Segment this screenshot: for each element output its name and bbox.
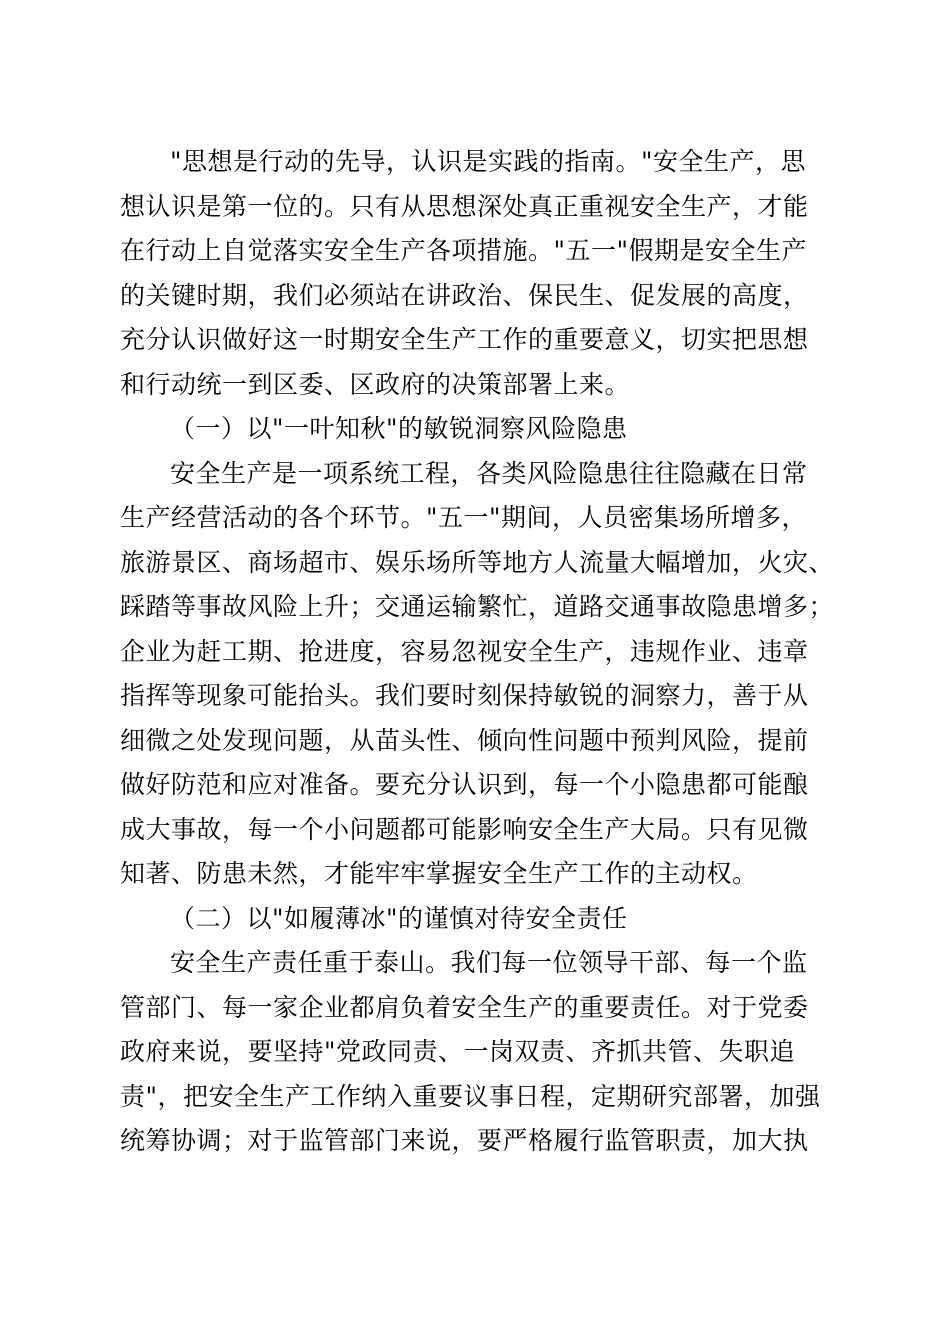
- paragraph-line: 统筹协调；对于监管部门来说，要严格履行监管职责，加大执: [120, 1126, 809, 1155]
- paragraph-line: 旅游景区、商场超市、娱乐场所等地方人流量大幅增加，火灾、: [120, 547, 835, 577]
- paragraph-line: 细微之处发现问题，从苗头性、倾向性问题中预判风险，提前: [120, 725, 809, 755]
- paragraph-line: 的关键时期，我们必须站在讲政治、保民生、促发展的高度，: [120, 280, 809, 310]
- paragraph-line: 管部门、每一家企业都肩负着安全生产的重要责任。对于党委: [120, 992, 809, 1022]
- section-heading: （二）以"如履薄冰"的谨慎对待安全责任: [170, 903, 628, 933]
- paragraph-line: 政府来说，要坚持"党政同责、一岗双责、齐抓共管、失职追: [120, 1037, 796, 1066]
- paragraph-line: 踩踏等事故风险上升；交通运输繁忙，道路交通事故隐患增多；: [120, 592, 835, 621]
- paragraph-line: 安全生产责任重于泰山。我们每一位领导干部、每一个监: [170, 948, 808, 977]
- paragraph-line: 成大事故，每一个小问题都可能影响安全生产大局。只有见微: [120, 814, 809, 844]
- document-body: [120, 140, 850, 1164]
- paragraph-line: 生产经营活动的各个环节。"五一"期间，人员密集场所增多，: [120, 503, 808, 532]
- paragraph-line: 充分认识做好这一时期安全生产工作的重要意义，切实把思想: [120, 325, 809, 354]
- paragraph-line: "思想是行动的先导，认识是实践的指南。"安全生产，思: [170, 147, 807, 176]
- paragraph-line: 责"，把安全生产工作纳入重要议事日程，定期研究部署，加强: [120, 1081, 821, 1111]
- paragraph-line: 做好防范和应对准备。要充分认识到，每一个小隐患都可能酿: [120, 770, 809, 799]
- paragraph-line: 指挥等现象可能抬头。我们要时刻保持敏锐的洞察力，善于从: [120, 681, 809, 710]
- paragraph-line: 知著、防患未然，才能牢牢掌握安全生产工作的主动权。: [120, 859, 758, 888]
- paragraph-line: 在行动上自觉落实安全生产各项措施。"五一"假期是安全生产: [120, 236, 808, 265]
- paragraph-line: 和行动统一到区委、区政府的决策部署上来。: [120, 369, 631, 399]
- paragraph-line: 想认识是第一位的。只有从思想深处真正重视安全生产，才能: [120, 191, 809, 221]
- section-heading: （一）以"一叶知秋"的敏锐洞察风险隐患: [170, 414, 628, 443]
- paragraph-line: 安全生产是一项系统工程，各类风险隐患往往隐藏在日常: [170, 458, 808, 488]
- paragraph-line: 企业为赶工期、抢进度，容易忽视安全生产，违规作业、违章: [120, 636, 809, 666]
